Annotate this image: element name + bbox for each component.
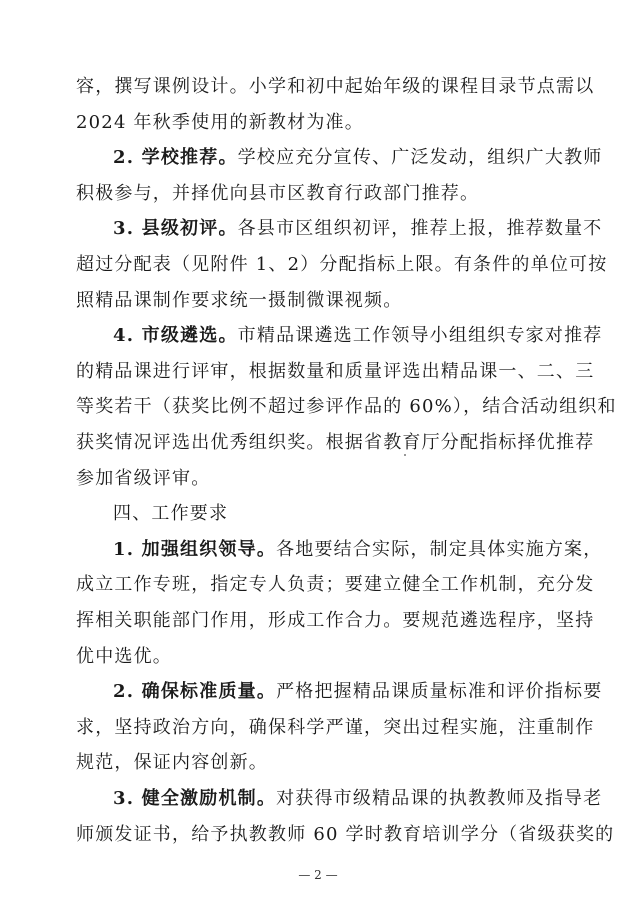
item-text: 各地要结合实际，制定具体实施方案， <box>276 539 603 560</box>
body-line: 超过分配表（见附件 1、2）分配指标上限。有条件的单位可按 <box>76 254 608 275</box>
body-line: 挥相关职能部门作用，形成工作合力。要规范遴选程序，坚持 <box>76 610 595 631</box>
body-line: 优中选优。 <box>76 646 172 667</box>
body-line: 容，撰写课例设计。小学和初中起始年级的课程目录节点需以 <box>76 76 595 97</box>
body-line: 2024 年秋季使用的新教材为准。 <box>76 112 364 133</box>
item-title: 4. 市级遴选。 <box>113 325 238 346</box>
body-line: 的精品课进行评审，根据数量和质量评选出精品课一、二、三 <box>76 361 595 382</box>
item-title: 2. 学校推荐。 <box>113 147 238 168</box>
body-line: 成立工作专班，指定专人负责；要建立健全工作机制，充分发 <box>76 574 595 595</box>
body-line: 求，坚持政治方向，确保科学严谨，突出过程实施，注重制作 <box>76 717 595 738</box>
item-text: 各县市区组织初评，推荐上报，推荐数量不 <box>237 218 603 239</box>
item-line <box>113 786 603 812</box>
body-line: 规范，保证内容创新。 <box>76 752 268 773</box>
scan-speck <box>404 454 406 456</box>
body-line: 等奖若干（获奖比例不超过参评作品的 60%），结合活动组织和 <box>76 396 617 417</box>
item-text: 严格把握精品课质量标准和评价指标要 <box>276 681 603 702</box>
item-line <box>113 323 603 349</box>
item-text: 市精品课遴选工作领导小组组织专家对推荐 <box>237 325 603 346</box>
item-text: 对获得市级精品课的执教教师及指导老 <box>276 788 603 809</box>
item-title: 3. 县级初评。 <box>113 218 238 239</box>
item-line <box>113 216 603 242</box>
item-line <box>113 145 603 171</box>
item-line <box>113 537 603 563</box>
page-number: — 2 — <box>298 868 338 882</box>
item-line <box>113 679 603 705</box>
item-title: 2. 确保标准质量。 <box>113 681 277 702</box>
body-line: 积极参与，并择优向县市区教育行政部门推荐。 <box>76 183 480 204</box>
item-title: 1. 加强组织领导。 <box>113 539 277 560</box>
item-title: 3. 健全激励机制。 <box>113 788 277 809</box>
body-line: 师颁发证书，给予执教教师 60 学时教育培训学分（省级获奖的 <box>76 824 615 845</box>
body-line: 照精品课制作要求统一摄制微课视频。 <box>76 290 403 311</box>
section-heading: 四、工作要求 <box>113 503 229 524</box>
body-line: 参加省级评审。 <box>76 468 211 489</box>
item-text: 学校应充分宣传、广泛发动，组织广大教师 <box>237 147 603 168</box>
body-line: 获奖情况评选出优秀组织奖。根据省教育厅分配指标择优推荐 <box>76 432 595 453</box>
